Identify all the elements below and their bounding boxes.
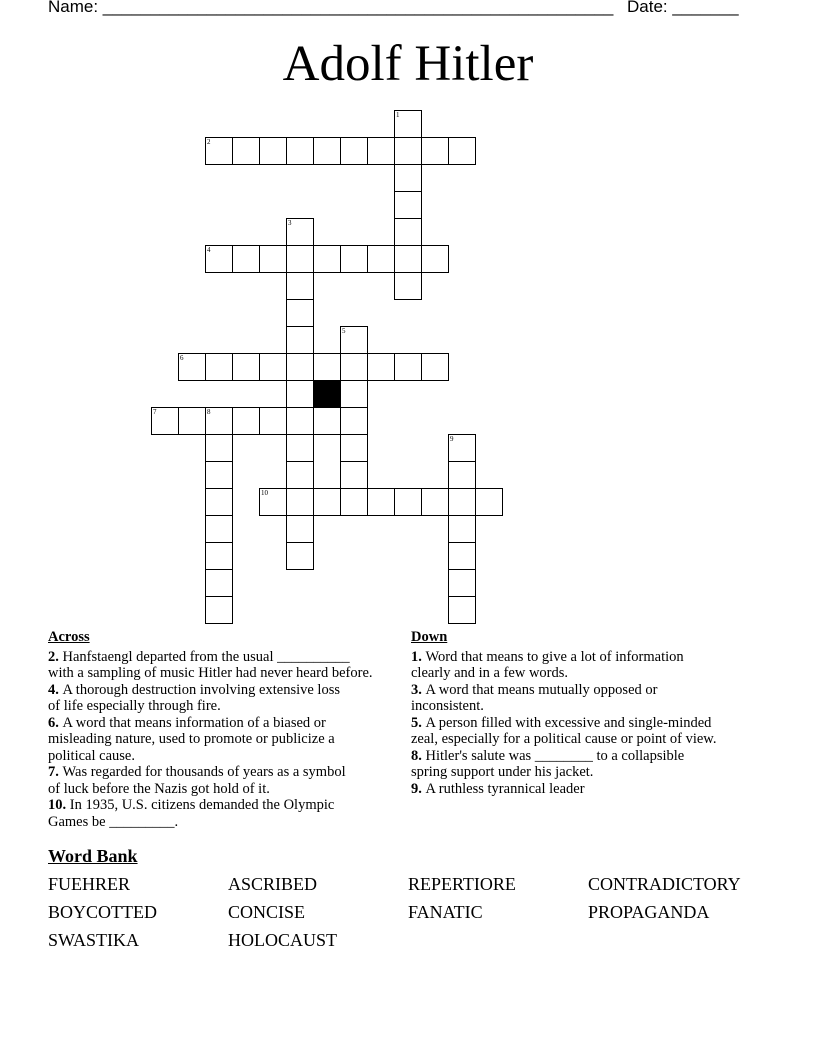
clue-text: zeal, especially for a political cause or point of view. bbox=[411, 731, 717, 747]
grid-cell[interactable] bbox=[286, 488, 314, 516]
across-clue bbox=[48, 682, 408, 715]
clue-text: A word that means mutually opposed or bbox=[425, 681, 658, 698]
clue-line bbox=[48, 698, 408, 715]
clue-text: A word that means information of a biased or bbox=[62, 714, 326, 731]
grid-cell[interactable] bbox=[232, 137, 260, 165]
down-clue bbox=[411, 715, 771, 748]
clue-line bbox=[411, 764, 771, 781]
grid-cell[interactable] bbox=[286, 218, 314, 246]
grid-cell[interactable] bbox=[286, 380, 314, 408]
grid-cell[interactable] bbox=[178, 353, 206, 381]
grid-cell[interactable] bbox=[232, 245, 260, 273]
clue-line bbox=[411, 748, 771, 765]
grid-cell[interactable] bbox=[394, 488, 422, 516]
grid-cell[interactable] bbox=[340, 380, 368, 408]
grid-cell[interactable] bbox=[421, 353, 449, 381]
clue-number: 7 bbox=[153, 408, 157, 416]
word-bank-item: SWASTIKA bbox=[48, 930, 140, 950]
word-bank-item: HOLOCAUST bbox=[228, 930, 338, 950]
clue-text: spring support under his jacket. bbox=[411, 764, 594, 780]
clue-line bbox=[411, 665, 771, 682]
grid-cell[interactable] bbox=[286, 326, 314, 354]
clue-text: political cause. bbox=[48, 747, 135, 764]
grid-cell[interactable] bbox=[178, 407, 206, 435]
grid-cell[interactable] bbox=[259, 407, 287, 435]
grid-cell[interactable] bbox=[286, 434, 314, 462]
grid-cell[interactable] bbox=[205, 461, 233, 489]
across-heading: Across bbox=[48, 629, 90, 645]
word-bank-item: REPERTIORE bbox=[408, 874, 516, 894]
clue-line bbox=[411, 715, 771, 732]
grid-cell[interactable] bbox=[286, 542, 314, 570]
grid-cell[interactable] bbox=[205, 596, 233, 624]
grid-cell[interactable] bbox=[286, 272, 314, 300]
across-clue bbox=[48, 797, 408, 830]
word-bank-item: BOYCOTTED bbox=[48, 902, 157, 922]
grid-cell[interactable] bbox=[205, 434, 233, 462]
clue-line bbox=[411, 698, 771, 715]
grid-cell[interactable] bbox=[340, 488, 368, 516]
grid-cell[interactable] bbox=[340, 326, 368, 354]
date-field[interactable]: Date: _______ bbox=[627, 0, 739, 16]
grid-cell[interactable] bbox=[394, 110, 422, 138]
grid-cell[interactable] bbox=[340, 434, 368, 462]
across-clue bbox=[48, 715, 408, 765]
clue-line bbox=[48, 715, 408, 732]
grid-cell[interactable] bbox=[448, 569, 476, 597]
clue-number: 7. bbox=[48, 764, 63, 780]
clue-number: 8. bbox=[411, 747, 426, 764]
grid-cell[interactable] bbox=[259, 488, 287, 516]
down-clue bbox=[411, 682, 771, 715]
grid-cell[interactable] bbox=[286, 137, 314, 165]
clue-text: Hitler's salute was ________ to a collapsible bbox=[425, 747, 685, 764]
clue-number: 3 bbox=[288, 219, 292, 227]
clue-number: 3. bbox=[411, 681, 426, 698]
across-clues bbox=[48, 629, 408, 830]
grid-cell[interactable] bbox=[313, 488, 341, 516]
grid-cell[interactable] bbox=[367, 488, 395, 516]
clue-line bbox=[48, 665, 408, 682]
clue-line bbox=[48, 764, 408, 781]
grid-cell[interactable] bbox=[313, 353, 341, 381]
clue-text: with a sampling of music Hitler had never heard before. bbox=[48, 665, 373, 681]
clue-text: A person filled with excessive and single-minded bbox=[425, 714, 712, 731]
clue-number: 2. bbox=[48, 648, 63, 665]
clue-text: In 1935, U.S. citizens demanded the Olympic bbox=[69, 797, 335, 813]
clue-number: 10. bbox=[48, 797, 70, 813]
grid-cell[interactable] bbox=[421, 488, 449, 516]
word-bank-item: ASCRIBED bbox=[228, 874, 318, 894]
clue-text: Hanfstaengl departed from the usual __________ bbox=[62, 648, 350, 665]
grid-cell[interactable] bbox=[448, 596, 476, 624]
word-bank-item: CONCISE bbox=[228, 902, 306, 922]
grid-cell[interactable] bbox=[205, 515, 233, 543]
clue-number: 1. bbox=[411, 648, 426, 665]
down-clue bbox=[411, 649, 771, 682]
grid-cell[interactable] bbox=[205, 353, 233, 381]
grid-cell[interactable] bbox=[205, 488, 233, 516]
grid-cell[interactable] bbox=[205, 245, 233, 273]
clue-text: of life especially through fire. bbox=[48, 698, 221, 714]
grid-cell[interactable] bbox=[394, 191, 422, 219]
grid-cell[interactable] bbox=[313, 407, 341, 435]
clue-text: A ruthless tyrannical leader bbox=[425, 780, 585, 797]
clue-line bbox=[411, 781, 771, 798]
grid-cell[interactable] bbox=[394, 137, 422, 165]
clue-line bbox=[48, 797, 408, 814]
grid-cell[interactable] bbox=[286, 515, 314, 543]
grid-cell[interactable] bbox=[313, 137, 341, 165]
grid-cell[interactable] bbox=[394, 272, 422, 300]
grid-cell[interactable] bbox=[286, 353, 314, 381]
clue-number: 5. bbox=[411, 714, 426, 731]
grid-cell[interactable] bbox=[394, 218, 422, 246]
clue-line bbox=[411, 649, 771, 666]
across-clue bbox=[48, 649, 408, 682]
clue-number: 1 bbox=[396, 111, 400, 119]
grid-cell[interactable] bbox=[475, 488, 503, 516]
clue-line bbox=[48, 649, 408, 666]
grid-cell[interactable] bbox=[286, 299, 314, 327]
word-bank-item: FUEHRER bbox=[48, 874, 131, 894]
grid-cell[interactable] bbox=[313, 245, 341, 273]
clue-line bbox=[48, 748, 408, 765]
grid-cell[interactable] bbox=[286, 245, 314, 273]
clue-line bbox=[411, 682, 771, 699]
clue-number: 10 bbox=[261, 489, 268, 497]
down-heading: Down bbox=[411, 629, 448, 645]
clue-text: of luck before the Nazis got hold of it. bbox=[48, 780, 270, 797]
grid-cell[interactable] bbox=[340, 461, 368, 489]
across-clue-list bbox=[48, 649, 408, 831]
grid-cell[interactable] bbox=[259, 353, 287, 381]
clue-line bbox=[48, 814, 408, 831]
grid-cell[interactable] bbox=[394, 353, 422, 381]
clue-text: A thorough destruction involving extensive loss bbox=[62, 681, 340, 698]
down-clues bbox=[411, 629, 771, 797]
grid-cell[interactable] bbox=[367, 353, 395, 381]
grid-cell[interactable] bbox=[232, 353, 260, 381]
down-clue bbox=[411, 748, 771, 781]
grid-cell[interactable] bbox=[232, 407, 260, 435]
grid-cell[interactable] bbox=[205, 407, 233, 435]
clue-text: misleading nature, used to promote or publicize a bbox=[48, 731, 335, 747]
grid-cell[interactable] bbox=[448, 515, 476, 543]
clue-number: 4. bbox=[48, 681, 63, 698]
grid-cell[interactable] bbox=[286, 461, 314, 489]
grid-cell[interactable] bbox=[448, 137, 476, 165]
grid-cell[interactable] bbox=[367, 137, 395, 165]
clue-text: Was regarded for thousands of years as a symbol bbox=[62, 764, 346, 780]
grid-cell[interactable] bbox=[367, 245, 395, 273]
grid-cell[interactable] bbox=[205, 542, 233, 570]
clue-line bbox=[411, 731, 771, 748]
clue-number: 9. bbox=[411, 780, 426, 797]
grid-cell[interactable] bbox=[259, 245, 287, 273]
grid-cell[interactable] bbox=[340, 407, 368, 435]
grid-cell[interactable] bbox=[448, 461, 476, 489]
grid-cell[interactable] bbox=[394, 164, 422, 192]
clue-number: 8 bbox=[207, 408, 211, 416]
grid-cell[interactable] bbox=[421, 245, 449, 273]
clue-line bbox=[48, 682, 408, 699]
grid-cell[interactable] bbox=[259, 137, 287, 165]
clue-number: 6 bbox=[180, 354, 184, 362]
word-bank-item: CONTRADICTORY bbox=[588, 874, 741, 894]
grid-cell[interactable] bbox=[340, 245, 368, 273]
grid-cell[interactable] bbox=[205, 569, 233, 597]
clue-number: 6. bbox=[48, 714, 63, 731]
word-bank-heading: Word Bank bbox=[48, 846, 138, 866]
grid-cell[interactable] bbox=[205, 137, 233, 165]
black-square bbox=[313, 380, 341, 408]
clue-text: clearly and in a few words. bbox=[411, 665, 569, 681]
grid-cell[interactable] bbox=[448, 488, 476, 516]
clue-number: 2 bbox=[207, 138, 211, 146]
page-title: Adolf Hitler bbox=[282, 36, 534, 92]
word-bank-item: PROPAGANDA bbox=[588, 902, 710, 922]
grid-cell[interactable] bbox=[448, 434, 476, 462]
clue-number: 9 bbox=[450, 435, 454, 443]
clue-line bbox=[48, 731, 408, 748]
name-field[interactable]: Name: ______________________________________________________ bbox=[48, 0, 614, 16]
down-clue-list bbox=[411, 649, 771, 798]
across-clue bbox=[48, 764, 408, 797]
clue-text: Games be _________. bbox=[48, 813, 179, 830]
word-bank-item: FANATIC bbox=[408, 902, 483, 922]
clue-number: 4 bbox=[207, 246, 211, 254]
grid-cell[interactable] bbox=[448, 542, 476, 570]
grid-cell[interactable] bbox=[340, 353, 368, 381]
grid-cell[interactable] bbox=[151, 407, 179, 435]
grid-cell[interactable] bbox=[340, 137, 368, 165]
clue-line bbox=[48, 781, 408, 798]
grid-cell[interactable] bbox=[286, 407, 314, 435]
clue-text: inconsistent. bbox=[411, 698, 484, 714]
clue-number: 5 bbox=[342, 327, 346, 335]
clue-text: Word that means to give a lot of information bbox=[425, 648, 684, 665]
grid-cell[interactable] bbox=[421, 137, 449, 165]
grid-cell[interactable] bbox=[394, 245, 422, 273]
down-clue bbox=[411, 781, 771, 798]
